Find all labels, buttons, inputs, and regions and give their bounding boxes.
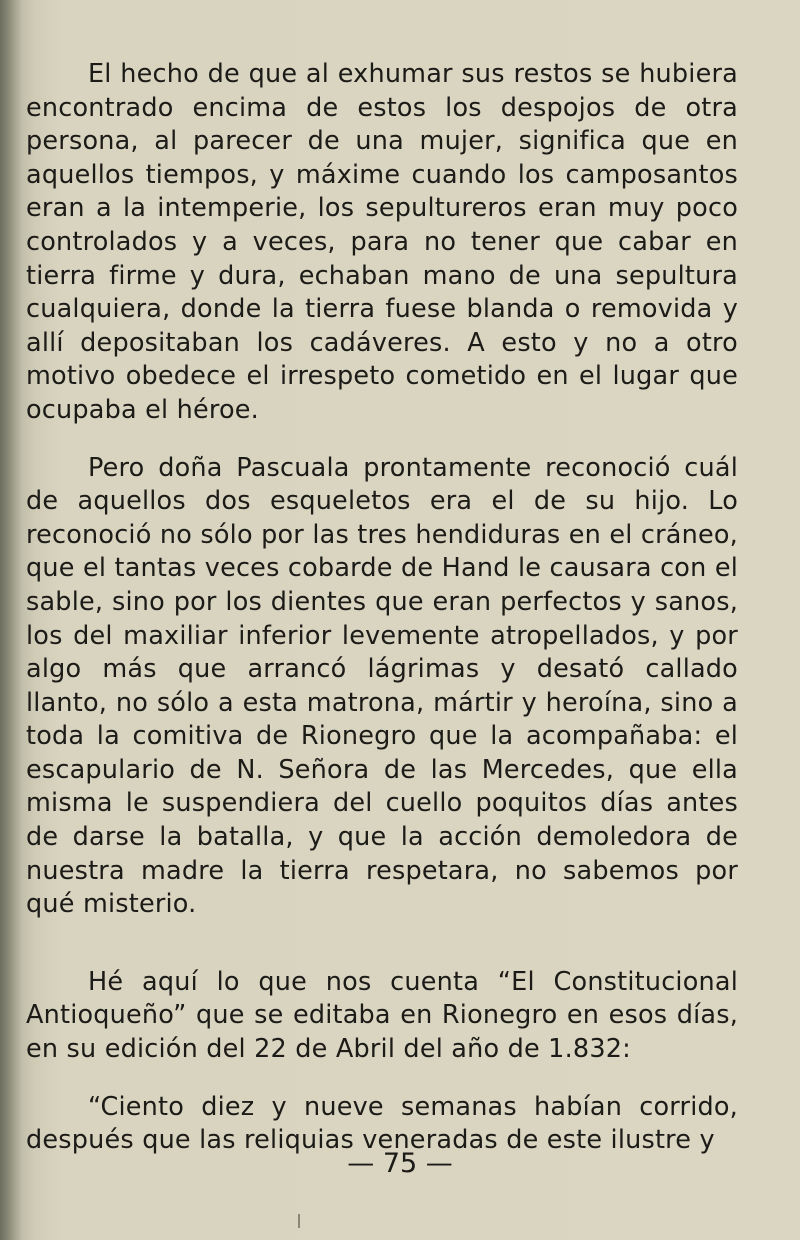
paragraph-1: El hecho de que al exhumar sus restos se hubiera encontrado encima de estos los despojos de otra persona, al parecer de una mujer, significa que en aquellos tiempos, y máxime cuando los camposantos eran a la intemperie, los sepultureros eran muy poco controlados y a veces, para no tener que cabar en tierra firme y dura, echaban mano de una sepultura cualquiera, donde la tierra fuese blanda o removida y allí depositaban los cadáveres. A esto y no a otro motivo obedece el irrespeto cometido en el lugar que ocupaba el héroe. — [26, 59, 738, 425]
paragraph-2: Pero doña Pascuala prontamente reconoció cuál de aquellos dos esqueletos era el de su hijo. Lo reconoció no sólo por las tres hendiduras en el cráneo, que el tantas veces cobarde de Hand le causara con el sable, sino por los dientes que eran perfectos y sanos, los del maxiliar inferior levemente atropellados, y por algo más que arrancó lágrimas y desató callado llanto, no sólo a esta matrona, mártir y heroína, sino a toda la comitiva de Rionegro que la acompañaba: el escapulario de N. Señora de las Mercedes, que ella misma le suspendiera del cuello poquitos días antes de darse la batalla, y que la acción demoledora de nuestra madre la tierra respetara, no sabemos por qué misterio. — [26, 452, 738, 920]
page-number: — 75 — — [347, 1148, 453, 1179]
spine-shadow — [0, 0, 22, 1240]
stray-ink-mark — [298, 1214, 300, 1228]
paragraph-4: “Ciento diez y nueve semanas habían corrido, después que las reliquias veneradas de este ilustre y — [26, 1091, 738, 1156]
body-text — [26, 58, 738, 1158]
paragraph-3: Hé aquí lo que nos cuenta “El Constitucional Antioqueño” que se editaba en Rionegro en esos días, en su edición del 22 de Abril del año de 1.832: — [26, 966, 738, 1065]
